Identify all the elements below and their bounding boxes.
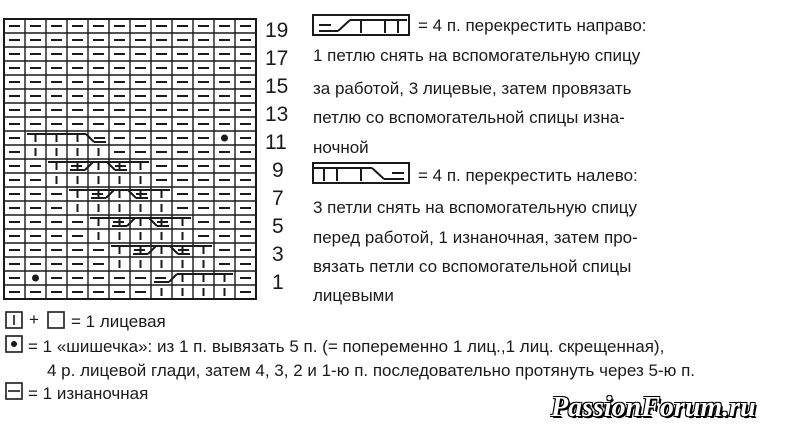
left-cross-symbol bbox=[312, 162, 410, 184]
row-number-19: 19 bbox=[265, 19, 289, 42]
left-cross-desc-line: лицевыми bbox=[313, 286, 394, 305]
row-number-3: 3 bbox=[272, 243, 284, 266]
right-cross-desc-line: 1 петлю снять на вспомогательную спицу bbox=[313, 46, 641, 65]
left-cross-desc-line: перед работой, 1 изнаночная, затем про- bbox=[313, 228, 638, 247]
purl-symbol bbox=[5, 382, 23, 400]
bobble-stitch bbox=[32, 275, 39, 282]
right-cross-desc-line: за работой, 3 лицевые, затем провязать bbox=[313, 79, 632, 98]
row-number-15: 15 bbox=[265, 75, 289, 98]
right-cross-desc-line: петлю со вспомогательной спицы изна- bbox=[313, 108, 625, 127]
row-number-17: 17 bbox=[265, 47, 289, 70]
left-cross-desc-line: 3 петли снять на вспомогательную спицу bbox=[313, 198, 637, 217]
bobble-legend-text-cont: 4 р. лицевой глади, затем 4, 3, 2 и 1-ю п. последовательно протянуть через 5-ю п. bbox=[47, 361, 696, 380]
legend-plus: + bbox=[29, 310, 39, 329]
bobble-legend-text: = 1 «шишечка»: из 1 п. вывязать 5 п. (= попеременно 1 лиц.,1 лиц. скрещенная), bbox=[28, 337, 665, 356]
row-number-1: 1 bbox=[272, 271, 284, 294]
row-number-5: 5 bbox=[272, 215, 284, 238]
row-number-13: 13 bbox=[265, 103, 289, 126]
purl-legend-text: = 1 изнаночная bbox=[28, 384, 149, 403]
knit-legend-text: = 1 лицевая bbox=[71, 312, 166, 331]
right-cross-symbol bbox=[312, 14, 410, 36]
watermark: PassionForum.ru bbox=[551, 392, 756, 423]
right-cross-desc-line: ночной bbox=[313, 138, 369, 157]
left-cross-desc-line: вязать петли со вспомогательной спицы bbox=[313, 257, 632, 276]
right-cross-title: = 4 п. перекрестить направо: bbox=[418, 16, 647, 35]
row-number-7: 7 bbox=[272, 187, 284, 210]
row-number-9: 9 bbox=[272, 159, 284, 182]
bobble-stitch bbox=[221, 135, 228, 142]
knitting-chart bbox=[0, 0, 262, 300]
left-cross-title: = 4 п. перекрестить налево: bbox=[418, 166, 638, 185]
bobble-symbol bbox=[5, 335, 23, 353]
row-number-11: 11 bbox=[265, 131, 287, 154]
knit-symbol bbox=[5, 311, 23, 329]
empty-cell-symbol bbox=[47, 311, 65, 329]
